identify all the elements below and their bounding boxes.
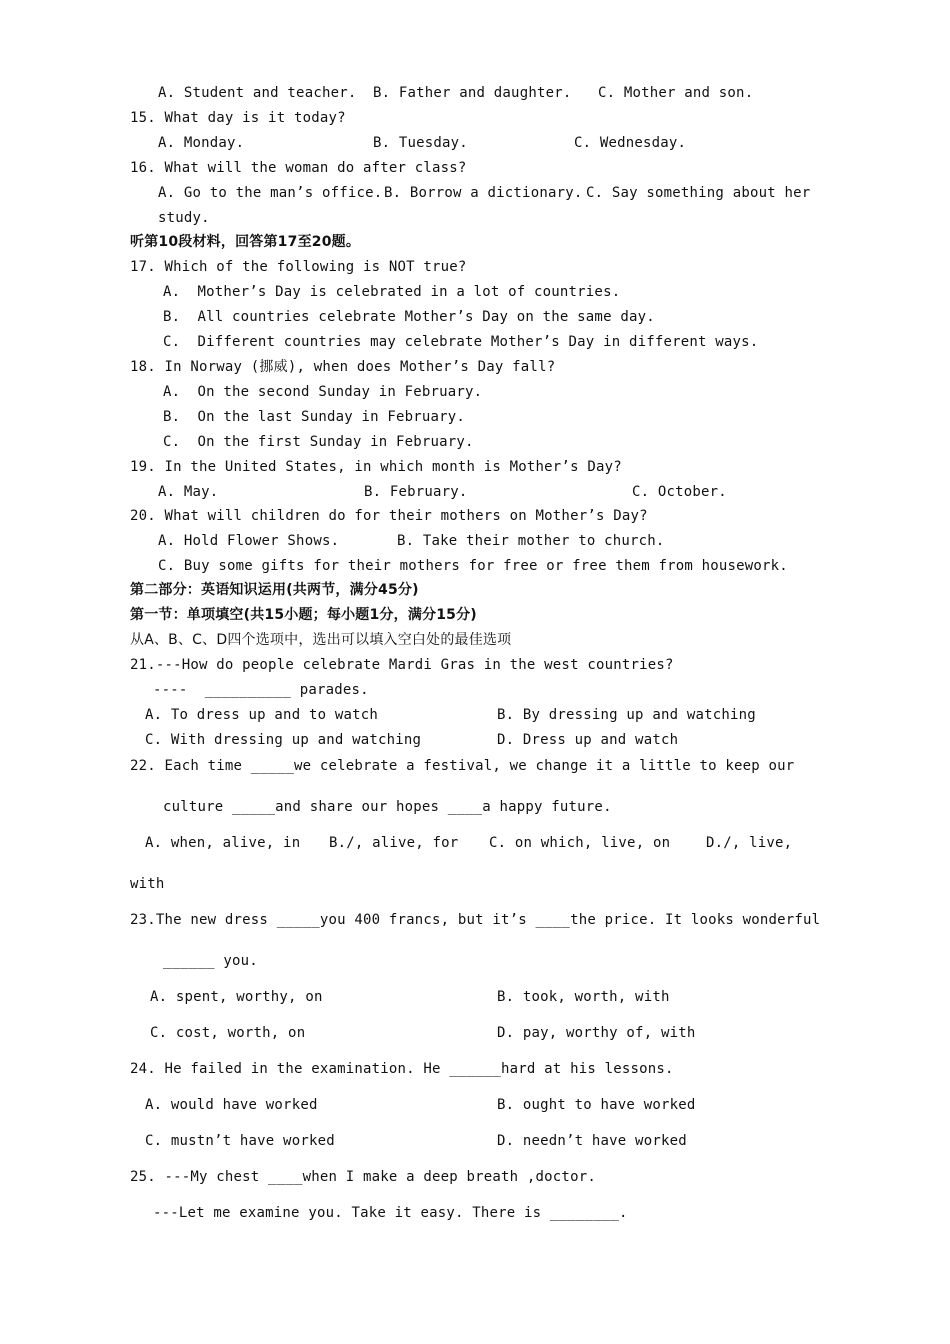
q19-option-c: C. October. — [632, 484, 727, 500]
section-1-heading: 第一节：单项填空(共15小题；每小题1分，满分15分) — [130, 607, 477, 623]
q21-option-d: D. Dress up and watch — [497, 732, 679, 748]
q22-stem: 22. Each time _____we celebrate a festival, we change it a little to keep our — [130, 758, 795, 774]
q22-option-b: B./, alive, for — [329, 835, 459, 851]
q23-stem-cont: ______ you. — [163, 953, 258, 969]
q15-stem: 15. What day is it today? — [130, 110, 346, 126]
q24-option-b: B. ought to have worked — [497, 1097, 696, 1113]
q15-option-c: C. Wednesday. — [574, 135, 687, 151]
q24-option-c: C. mustn’t have worked — [145, 1133, 335, 1149]
q24-option-a: A. would have worked — [145, 1097, 318, 1113]
section-10-heading: 听第10段材料，回答第17至20题。 — [130, 234, 361, 250]
q20-stem: 20. What will children do for their mothers on Mother’s Day? — [130, 508, 648, 524]
q25-stem: 25. ---My chest ____when I make a deep breath ,doctor. — [130, 1169, 596, 1185]
q18-option-c: C. On the first Sunday in February. — [163, 434, 474, 450]
part-2-heading: 第二部分：英语知识运用(共两节，满分45分) — [130, 582, 419, 598]
q17-option-a: A. Mother’s Day is celebrated in a lot of countries. — [163, 284, 621, 300]
q18-option-b: B. On the last Sunday in February. — [163, 409, 466, 425]
instruction-text: 从A、B、C、D四个选项中，选出可以填入空白处的最佳选项 — [130, 632, 512, 648]
q15-option-a: A. Monday. — [158, 135, 245, 151]
q16-option-b: B. Borrow a dictionary. — [384, 185, 583, 201]
q14-option-a: A. Student and teacher. — [158, 85, 357, 101]
q22-stem-cont: culture _____and share our hopes ____a happy future. — [163, 799, 612, 815]
q17-option-b: B. All countries celebrate Mother’s Day on the same day. — [163, 309, 655, 325]
q23-option-b: B. took, worth, with — [497, 989, 670, 1005]
q17-option-c: C. Different countries may celebrate Mother’s Day in different ways. — [163, 334, 759, 350]
q23-option-d: D. pay, worthy of, with — [497, 1025, 696, 1041]
q17-stem: 17. Which of the following is NOT true? — [130, 259, 467, 275]
q21-option-b: B. By dressing up and watching — [497, 707, 756, 723]
q19-stem: 19. In the United States, in which month is Mother’s Day? — [130, 459, 622, 475]
q14-option-c: C. Mother and son. — [598, 85, 754, 101]
q23-option-a: A. spent, worthy, on — [150, 989, 323, 1005]
q22-option-d-cont: with — [130, 876, 165, 892]
q16-stem: 16. What will the woman do after class? — [130, 160, 467, 176]
q22-option-c: C. on which, live, on — [489, 835, 671, 851]
q22-option-a: A. when, alive, in — [145, 835, 301, 851]
q24-stem: 24. He failed in the examination. He ______hard at his lessons. — [130, 1061, 674, 1077]
q21-option-a: A. To dress up and to watch — [145, 707, 378, 723]
q18-option-a: A. On the second Sunday in February. — [163, 384, 483, 400]
q18-stem: 18. In Norway (挪威), when does Mother’s Day fall? — [130, 359, 556, 375]
q21-reply: ---- __________ parades. — [153, 682, 369, 698]
q19-option-b: B. February. — [364, 484, 468, 500]
q23-stem: 23.The new dress _____you 400 francs, but it’s ____the price. It looks wonderful — [130, 912, 821, 928]
q21-option-c: C. With dressing up and watching — [145, 732, 422, 748]
q20-option-a: A. Hold Flower Shows. — [158, 533, 340, 549]
q16-option-a: A. Go to the man’s office. — [158, 185, 383, 201]
q20-option-b: B. Take their mother to church. — [397, 533, 665, 549]
q16-option-c-cont: study. — [158, 210, 210, 226]
q15-option-b: B. Tuesday. — [373, 135, 468, 151]
q16-option-c: C. Say something about her — [586, 185, 811, 201]
q14-option-b: B. Father and daughter. — [373, 85, 572, 101]
q20-option-c: C. Buy some gifts for their mothers for free or free them from housework. — [158, 558, 788, 574]
q19-option-a: A. May. — [158, 484, 219, 500]
q25-reply: ---Let me examine you. Take it easy. There is ________. — [153, 1205, 628, 1221]
q23-option-c: C. cost, worth, on — [150, 1025, 306, 1041]
q24-option-d: D. needn’t have worked — [497, 1133, 687, 1149]
q21-stem: 21.---How do people celebrate Mardi Gras in the west countries? — [130, 657, 674, 673]
q22-option-d: D./, live, — [706, 835, 793, 851]
